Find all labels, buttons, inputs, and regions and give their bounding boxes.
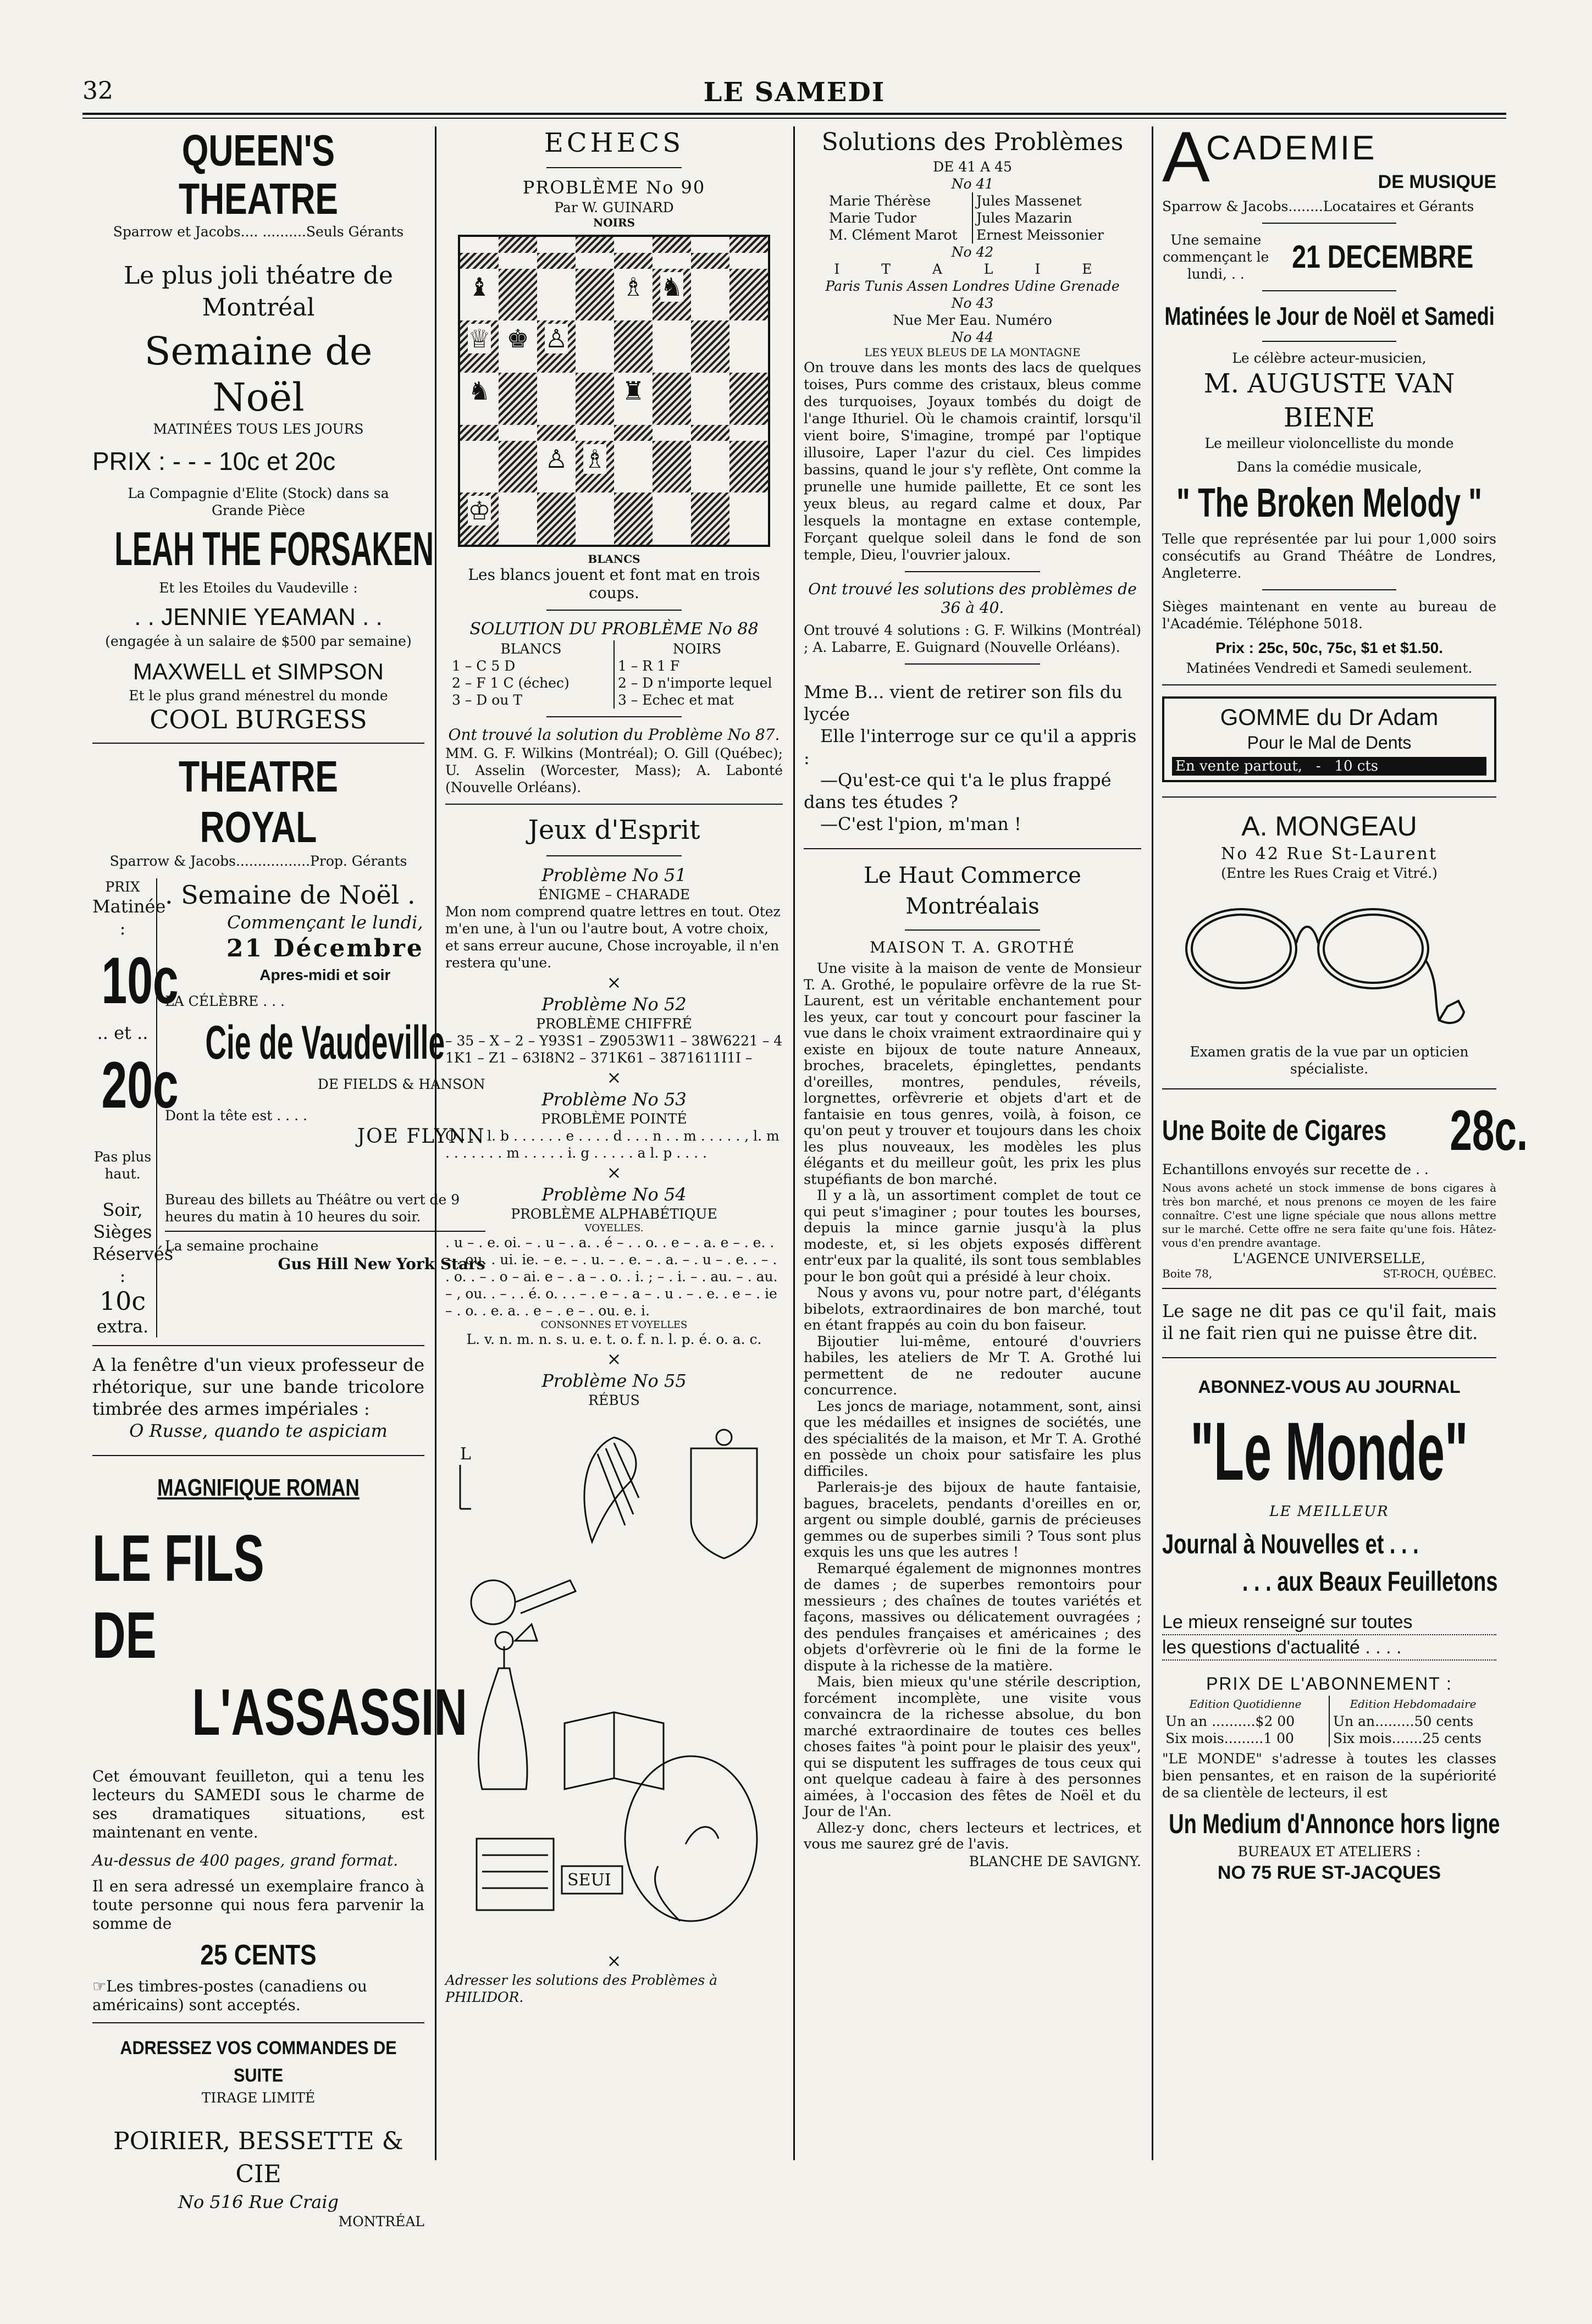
academie-matinees-holiday: Matinées le Jour de Noël et Samedi (1164, 302, 1495, 330)
solutions-found-title: Ont trouvé les solutions des problèmes de 36 à 40. (808, 580, 1137, 617)
monde-best: LE MEILLEUR (1269, 1503, 1389, 1520)
roman-city: MONTRÉAL (338, 2214, 424, 2229)
royal-price-10c: 10c (101, 944, 179, 1017)
royal-sieges: Sièges (93, 1221, 152, 1242)
problem-52-text: – 35 – X – 2 – Y93S1 – Z9053W11 – 38W6221 – 41K1 – Z1 – 63I8N2 – 371K61 – 3871611I1I – (445, 1033, 783, 1066)
chess-found-title: Ont trouvé la solution du Problème No 87. (448, 726, 780, 744)
chess-piece-icon: ♝ (468, 272, 491, 302)
chess-square (691, 269, 729, 321)
column-solutions (794, 126, 1151, 2160)
mongeau-name: A. MONGEAU (1241, 811, 1417, 842)
royal-price-et: .. et .. (97, 1022, 148, 1043)
jeux-heading: Jeux d'Esprit (528, 815, 700, 845)
separator-cross: × (606, 1348, 622, 1369)
chess-found-names: MM. G. F. Wilkins (Montréal); O. Gill (Québec); U. Asselin (Worcester, Mass); A. Labonté (Nouvelle Orléans). (445, 745, 783, 795)
solution-white-moves: BLANCS 1 – C 5 D 2 – F 1 C (échec) 3 – D ou T (449, 640, 613, 709)
joke-line-2: Elle l'interroge sur ce qu'il a appris : (804, 726, 1137, 768)
problem-52-title: Problème No 52 (541, 994, 687, 1015)
chess-square (576, 320, 614, 373)
academie-managers: Sparrow & Jacobs........Locataires et Gérants (1162, 198, 1474, 214)
chess-piece-icon: ♙ (545, 324, 568, 354)
chess-piece-icon: ♕ (468, 324, 491, 354)
monde-offices: BUREAUX ET ATELIERS : (1237, 1844, 1421, 1860)
echecs-heading: ECHECS (544, 128, 684, 158)
chess-square (576, 269, 614, 321)
roman-stamps: ☞Les timbres-postes (canadiens ou américains) sont acceptés. (92, 1977, 367, 2014)
chess-square (691, 253, 729, 269)
chess-square (460, 425, 499, 441)
queens-yeaman-note: (engagée à un salaire de $500 par semaine) (105, 633, 412, 649)
academie-actor: M. AUGUSTE VAN BIENE (1203, 368, 1455, 433)
problem-53-title: Problème No 53 (541, 1089, 687, 1110)
royal-leader: Dont la tête est . . . . (165, 1108, 307, 1124)
chess-square (499, 425, 537, 441)
chess-square (576, 493, 614, 545)
queens-matinees: MATINÉES TOUS LES JOURS (153, 421, 364, 437)
newspaper-title: LE SAMEDI (703, 77, 886, 108)
rebus-sign: SEUI (567, 1871, 611, 1890)
roman-title-line2: L'ASSASSIN (192, 1675, 467, 1749)
joke-line-4: —C'est l'pion, m'man ! (820, 814, 1021, 834)
problem-51-text: Mon nom comprend quatre lettres en tout. Otez m'en une, à l'un ou l'autre bout, A votre choix, et sans erreur aucune, Chose incroyable, il n'en restera qu'une. (445, 904, 781, 971)
monde-informed: Le mieux renseigné sur toutes (1162, 1610, 1496, 1635)
adresser-solutions: Adresser les solutions des Problèmes à PHILIDOR. (445, 1972, 718, 2005)
chess-square (614, 425, 653, 441)
chess-square (537, 493, 576, 545)
gomme-sale: En vente partout, - 10 cts (1172, 757, 1486, 776)
column-ads (1152, 117, 1528, 2160)
royal-managers: Sparrow & Jacobs.................Prop. Gérants (109, 853, 407, 869)
royal-theatre-title: THEATRE ROYAL (178, 752, 339, 851)
commerce-subheading: MAISON T. A. GROTHÉ (870, 938, 1075, 956)
solution-41-label: No 41 (951, 176, 994, 192)
poem-quote: O Russe, quando te aspiciam (129, 1420, 388, 1441)
chess-square (729, 373, 768, 425)
chess-square (729, 425, 768, 441)
mongeau-cross-streets: (Entre les Rues Craig et Vitré.) (1221, 865, 1438, 881)
royal-matinee: Matinée : (92, 896, 166, 939)
chess-square (499, 237, 537, 253)
chess-piece-icon: ♗ (622, 272, 645, 302)
chess-square (460, 269, 499, 321)
problem-54-consonants-label: CONSONNES ET VOYELLES (540, 1319, 688, 1331)
chess-square (614, 441, 653, 493)
problem-53-text: Q . . . l. b . . . . . . e . . . . d . . . n . . m . . . . . , l. m . . . . . . . m . . . . . i. g . . . . . a l. p . . . . (445, 1128, 780, 1161)
chess-square (576, 441, 614, 493)
chess-square (537, 373, 576, 425)
chess-square (691, 425, 729, 441)
chess-square (460, 320, 499, 373)
separator-cross: × (606, 1067, 622, 1088)
chess-piece-icon: ♙ (545, 444, 568, 474)
academie-subtitle: DE MUSIQUE (1378, 171, 1496, 192)
chess-square (576, 253, 614, 269)
monde-feuilletons: . . . aux Beaux Feuilletons (1242, 1566, 1498, 1597)
chess-square (614, 269, 653, 321)
royal-reserves: Réservés : (92, 1243, 174, 1286)
royal-extra-price: 10c (99, 1286, 146, 1316)
roman-orders: ADRESSEZ VOS COMMANDES DE SUITE (120, 2038, 397, 2086)
separator-cross: × (606, 1950, 622, 1971)
chess-square (691, 373, 729, 425)
blancs-label: BLANCS (588, 552, 640, 566)
academie-cellist: Le meilleur violoncelliste du monde (1204, 435, 1454, 451)
royal-fields: DE FIELDS & HANSON (317, 1076, 485, 1092)
queens-theatre-title: QUEEN'S THEATRE (178, 126, 339, 223)
academie-date: 21 DECEMBRE (1292, 239, 1474, 275)
chess-square (691, 493, 729, 545)
chess-square (460, 441, 499, 493)
chess-square (653, 237, 691, 253)
chess-square (653, 253, 691, 269)
solution-44-poem: On trouve dans les monts des lacs de quelques toises, Purs comme des cristaux, bleus comme des turquoises, Joyaux tombés du doigt de l'ange Ithuriel. Où le chamois craintif, lorsqu'il vient boire, S'imagine, trompé par l'optique illusoire, Laper l'azur du ciel. Ces limpides bassins, quand le jour s'y reflète, Ont comme la prunelle une humide paillette, Et ce sont les yeux bleus, au regard calme et doux, Par lesquels la montagne en extase contemple, Forçant quelque soleil dans le fond de son temple, Dieu, l'ouvrier jaloux. (804, 359, 1141, 563)
queens-week: Semaine de Noël (144, 329, 373, 420)
roman-heading: MAGNIFIQUE ROMAN (157, 1474, 360, 1501)
chess-square (729, 493, 768, 545)
noirs-label: NOIRS (593, 216, 635, 229)
monde-medium: Un Medium d'Annonce hors ligne (1169, 1808, 1500, 1839)
problem-51-kind: ÉNIGME – CHARADE (538, 887, 690, 903)
queens-tagline: Le plus joli théatre de Montréal (124, 262, 393, 322)
chess-square (653, 441, 691, 493)
solution-41-table: Marie Thérèse Marie Tudor M. Clément Marot Jules Massenet Jules Mazarin Ernest Meissonier (804, 192, 1141, 244)
chess-square (729, 269, 768, 321)
chessboard (458, 235, 770, 547)
roman-franco: Il en sera adressé un exemplaire franco à toute personne qui nous fera parvenir la somme de (92, 1877, 424, 1933)
roman-publisher: POIRIER, BESSETTE & CIE (113, 2127, 403, 2188)
pointing-hand-icon: ☞ (92, 1977, 107, 1995)
monde-text: "LE MONDE" s'adresse à toutes les classes bien pensantes, et en raison de la supériorité de sa clientèle de lecteurs, il est (1162, 1751, 1496, 1801)
academie-header (1162, 117, 1496, 198)
separator-cross: × (606, 1162, 622, 1183)
chess-square (729, 441, 768, 493)
header-rule (82, 113, 1506, 115)
chess-problem-caption: Les blancs jouent et font mat en trois coups. (468, 566, 760, 602)
chess-square (653, 373, 691, 425)
chess-square (460, 373, 499, 425)
joke-line-1: Mme B... vient de retirer son fils du lycée (804, 682, 1123, 724)
cigares-sample: Echantillons envoyés sur recette de . . (1162, 1161, 1429, 1177)
monde-title: "Le Monde" (1190, 1405, 1468, 1497)
solution-43-text: Nue Mer Eau. Numéro (893, 312, 1052, 328)
mongeau-exam: Examen gratis de la vue par un opticien spécialiste. (1190, 1044, 1469, 1077)
chess-square (537, 425, 576, 441)
royal-bureau: Bureau des billets au Théâtre ou vert de 9 heures du matin à 10 heures du soir. (165, 1192, 460, 1225)
royal-soir: Soir, (102, 1199, 143, 1220)
royal-gus-hill: Gus Hill New York Stars (278, 1255, 485, 1273)
monde-price-heading: PRIX DE L'ABONNEMENT : (1206, 1674, 1452, 1694)
chess-square (653, 269, 691, 321)
chess-square (460, 493, 499, 545)
chess-piece-icon: ♚ (506, 324, 529, 354)
problem-51-title: Problème No 51 (541, 865, 687, 886)
pince-nez-glasses-icon (1175, 888, 1483, 1037)
academie-price: Prix : 25c, 50c, 75c, $1 et $1.50. (1215, 639, 1444, 656)
royal-prix: PRIX (105, 879, 140, 895)
problem-55-kind: RÉBUS (588, 1392, 640, 1408)
monde-address: NO 75 RUE ST-JACQUES (1217, 1862, 1441, 1883)
royal-afternoon: Apres-midi et soir (259, 966, 391, 983)
chess-square (576, 425, 614, 441)
roman-address: No 516 Rue Craig (178, 2192, 339, 2212)
gomme-title: GOMME du Dr Adam (1220, 704, 1439, 730)
chess-square (499, 269, 537, 321)
roman-pages: Au-dessus de 400 pages, grand format. (92, 1851, 399, 1869)
header-rule-thin (82, 118, 1506, 119)
chess-square (537, 320, 576, 373)
academie-celebre: Le célèbre acteur-musicien, (1232, 350, 1427, 366)
monde-price-table: Edition Quotidienne Un an ..........$2 00 Six mois.........1 00 Edition Hebdomadaire Un an.........50 cents Six mois.......25 cents (1162, 1696, 1496, 1747)
solution-43-label: No 43 (951, 295, 994, 311)
queens-minstrel: Et le plus grand ménestrel du monde (129, 688, 388, 704)
cigares-price: 28c. (1450, 1099, 1528, 1163)
chess-square (499, 493, 537, 545)
royal-price-20c: 20c (101, 1048, 179, 1122)
chess-square (499, 253, 537, 269)
queens-yeaman: . . JENNIE YEAMAN . . (134, 604, 383, 630)
solution-44-label: No 44 (951, 329, 994, 345)
roman-title-line1: LE FILS DE (92, 1521, 264, 1672)
sol-blancs-label: BLANCS (500, 641, 562, 657)
academie-week: Une semaine commençant le lundi, . . (1163, 232, 1269, 282)
chess-square (576, 237, 614, 253)
chess-square (460, 253, 499, 269)
royal-pas-plus: Pas plus haut. (93, 1149, 152, 1182)
problem-55-title: Problème No 55 (541, 1370, 687, 1391)
problem-54-vowels-text: . u – . e. oi. – . u – . a. . é – . . o. . e – . a. e – . e. . – . ou. . ui. ie. – e. – . u. – . e. – . a. – . u – . e. . – . . o. . – . o – ai. e – . a – . o. . i. ; – . i. – . au. – . au. – , ou. . – . . é. o. . . – . e – . a – . u . – . e. . e – . ie – . o. . e. a. . e – . e – . ou. e. i. (445, 1235, 778, 1319)
academie-played: Telle que représentée par lui pour 1,000 soirs consécutifs au Grand Théâtre de Londres, Angleterre. (1162, 531, 1496, 581)
monde-questions: les questions d'actualité . . . . (1162, 1635, 1496, 1661)
problem-54-vowels-label: VOYELLES. (584, 1222, 644, 1234)
royal-celebre: LA CÉLÈBRE . . . (165, 993, 285, 1009)
solution-44-poem-title: LES YEUX BLEUS DE LA MONTAGNE (864, 346, 1081, 359)
chess-square (729, 320, 768, 373)
problem-54-title: Problème No 54 (541, 1184, 687, 1205)
cigares-text: Nous avons acheté un stock immense de bons cigares à très bon marché, et nous prenons ce moyen de les faire connaître. C'est une ligne spéciale que nous allons mettre sur le marché. Cette offre ne sera faite qu'une fois. Hâtez-vous d'en prendre avantage. (1162, 1181, 1496, 1249)
chess-piece-icon: ♞ (468, 376, 491, 406)
chess-solution-title: SOLUTION DU PROBLÈME No 88 (469, 619, 759, 639)
column-theatres (82, 126, 485, 2229)
monde-journal: Journal à Nouvelles et . . . (1162, 1529, 1419, 1559)
cigares-header (1162, 1099, 1528, 1163)
roman-price: 25 CENTS (200, 1939, 317, 1971)
page-number: 32 (82, 77, 113, 105)
commerce-heading: Le Haut Commerce Montréalais (864, 863, 1081, 919)
chess-square (537, 441, 576, 493)
chess-problem-author: Par W. GUINARD (554, 200, 674, 215)
chess-square (691, 237, 729, 253)
chess-square (614, 320, 653, 373)
royal-cie-vaudeville: Cie de Vaudeville (205, 1016, 445, 1069)
problem-52-kind: PROBLÈME CHIFFRÉ (536, 1016, 692, 1032)
poem-text: A la fenêtre d'un vieux professeur de rhétorique, sur une bande tricolore timbrée des armes impériales : (92, 1354, 424, 1419)
chess-square (537, 269, 576, 321)
problem-53-kind: PROBLÈME POINTÉ (541, 1111, 687, 1127)
solution-black-moves: NOIRS 1 – R 1 F 2 – D n'importe lequel 3 – Echec et mat (613, 640, 780, 709)
queens-price: PRIX : - - - 10c et 20c (92, 447, 336, 475)
chess-square (537, 237, 576, 253)
gomme-ad (1162, 696, 1496, 782)
sage-quote: Le sage ne dit pas ce qu'il fait, mais il ne fait rien qui ne puisse être dit. (1162, 1301, 1496, 1343)
rebus-letter: L (460, 1445, 471, 1464)
academie-week-row (1162, 231, 1496, 283)
cigares-title: Une Boite de Cigares (1162, 1115, 1386, 1147)
royal-layout (92, 878, 485, 1337)
chess-square (614, 253, 653, 269)
academie-initial: A (1162, 117, 1210, 197)
chess-square (499, 441, 537, 493)
chess-square (460, 237, 499, 253)
page-header (82, 77, 1506, 110)
academie-title: CADEMIE (1206, 129, 1377, 167)
cigares-address: Boite 78, ST-ROCH, QUÉBEC. (1162, 1267, 1496, 1280)
chess-square (537, 253, 576, 269)
chess-piece-icon: ♞ (660, 272, 683, 302)
problem-54-kind: PROBLÈME ALPHABÉTIQUE (511, 1206, 717, 1222)
chess-square (729, 253, 768, 269)
chess-square (614, 493, 653, 545)
chess-square (576, 373, 614, 425)
queens-managers: Sparrow et Jacobs.... ..........Seuls Gérants (113, 224, 404, 240)
solution-42-words: Paris Tunis Assen Londres Udine Grenade (825, 278, 1120, 294)
commerce-article: Une visite à la maison de vente de Monsieur T. A. Grothé, le populaire orfèvre de la rue St-Laurent, est un véritable enchantement pour les yeux, car tout y concourt pour fasciner la vue dans le choix vraiment extraordinaire qui y existe en bijoux de toute nature Anneaux, broches, bracelets, épinglettes, pendants d'oreilles, montres, pendules, réveils, lorgnettes, orfèvrerie et objets d'art et de fantaisie en tous genres, voilà, à foison, ce qu'on peut y trouver et toujours dans les choix les plus nouveaux, les modèles les plus élégants et du meilleur goût, les prix les plus stupéfiants de bon marché. Il y a là, un assortiment complet de tout ce qui peut s'imaginer ; pour toutes les bourses, depuis la mince garnie jusqu'à la plus modeste, et, si les objets exposés diffèrent entr'eux par la qualité, ils sont tous semblables pour le bon goût qui a présidé à leur choix. Nous y avons vu, pour notre part, d'élégants bibelots, extraordinaires de bon marché, tout en étant frappés au coin du bon faiseur. Bijoutier lui-même, entouré d'ouvriers habiles, les ateliers de Mr T. A. Grothé lui permettent de ne redouter aucune concurrence. Les joncs de mariage, notamment, sont, ainsi que les médailles et insignes de sociétés, une des spécialités de la maison, et Mr T. A. Grothé en possède un choix pour satisfaire les plus difficiles. Parlerais-je des bijoux de haute fantaisie, bagues, bracelets, pendants d'oreilles en or, argent ou simple doublé, garnis de précieuses gemmes ou de superbes simili ? Tous sont plus exquis les uns que les autres ! Remarqué également de mignonnes montres de dames ; de superbes remontoirs pour messieurs ; des chaînes de toutes variétés et façons, massives ou délicatement ouvragées ; des pendules françaises et américaines ; des objets d'orfèvrerie où le fini de la forme le dispute à la richesse de la matière. Mais, bien mieux qu'une stérile description, forcément incomplète, une visite vous convaincra de la richesse absolue, du bon marché extraordinaire de toutes ces belles choses faites "à point pour le plaisir des yeux", qui se disputent les suffrages de tous ceux qui ont quelque cadeau à faire à des personnes aimées, à l'occasion des fêtes de Noël et du Jour de l'An. Allez-y donc, chers lecteurs et lectrices, et vous me saurez gré de l'avis. (804, 960, 1141, 1852)
roman-tirage: TIRAGE LIMITÉ (201, 2090, 316, 2106)
royal-extra: extra. (96, 1316, 149, 1337)
royal-prices (92, 878, 179, 1337)
chess-square (729, 237, 768, 253)
solution-42-letters: I T A L I E (834, 261, 1111, 277)
royal-flynn: JOE FLYNN (357, 1125, 485, 1148)
chess-square (653, 425, 691, 441)
academie-seats: Sièges maintenant en vente au bureau de l'Académie. Téléphone 5018. (1162, 599, 1496, 632)
chess-square (653, 320, 691, 373)
chess-piece-icon: ♔ (468, 496, 491, 526)
chess-problem-title: PROBLÈME No 90 (522, 177, 706, 198)
queens-burgess: COOL BURGESS (150, 705, 367, 734)
royal-date: 21 Décembre (226, 934, 424, 962)
royal-next: La semaine prochaine (165, 1238, 319, 1254)
solution-42-label: No 42 (951, 244, 994, 260)
chess-square (499, 373, 537, 425)
separator-cross: × (606, 972, 622, 993)
problem-54-consonants-text: L. v. n. m. n. s. u. e. t. o. f. n. l. p. é. o. a. c. (466, 1331, 762, 1347)
royal-week: . Semaine de Noël . (165, 880, 416, 910)
queens-company: La Compagnie d'Elite (Stock) dans sa Grande Pièce (128, 485, 389, 518)
sol-noirs-label: NOIRS (672, 641, 722, 657)
commerce-signature: BLANCHE DE SAVIGNY. (969, 1853, 1141, 1869)
cigares-agency: L'AGENCE UNIVERSELLE, (1233, 1250, 1425, 1266)
academie-matinee-days: Matinées Vendredi et Samedi seulement. (1186, 660, 1473, 676)
queens-stars: Et les Etoiles du Vaudeville : (159, 580, 358, 596)
chess-solution-table (449, 640, 780, 709)
academie-play-title: " The Broken Melody " (1176, 480, 1482, 525)
royal-starting: Commençant le lundi, (227, 912, 423, 933)
roman-description: Cet émouvant feuilleton, qui a tenu les lecteurs du SAMEDI sous le charme de ses dramatiques situations, est maintenant en vente. (92, 1767, 424, 1841)
queens-play-title: LEAH THE FORSAKEN (114, 523, 434, 576)
joke-line-3: —Qu'est-ce qui t'a le plus frappé dans tes études ? (804, 770, 1112, 812)
gomme-subtitle: Pour le Mal de Dents (1247, 733, 1412, 752)
chess-square (691, 441, 729, 493)
solutions-heading: Solutions des Problèmes (821, 128, 1124, 156)
chess-piece-icon: ♗ (583, 444, 606, 474)
monde-subscribe: ABONNEZ-VOUS AU JOURNAL (1198, 1377, 1461, 1397)
chess-square (499, 320, 537, 373)
queens-maxwell: MAXWELL et SIMPSON (133, 659, 384, 684)
column-games (435, 126, 793, 2160)
chess-square (614, 237, 653, 253)
solutions-found-text: Ont trouvé 4 solutions : G. F. Wilkins (Montréal) ; A. Labarre, E. Guignard (Nouvelle Orléans). (804, 622, 1141, 655)
chess-piece-icon: ♜ (622, 376, 645, 406)
solutions-range: DE 41 A 45 (933, 159, 1012, 175)
academie-comedy: Dans la comédie musicale, (1236, 459, 1422, 475)
chess-square (653, 493, 691, 545)
chess-square (614, 373, 653, 425)
mongeau-address: No 42 Rue St-Laurent (1220, 844, 1438, 864)
rebus-illustration (449, 1415, 779, 1943)
chess-square (691, 320, 729, 373)
